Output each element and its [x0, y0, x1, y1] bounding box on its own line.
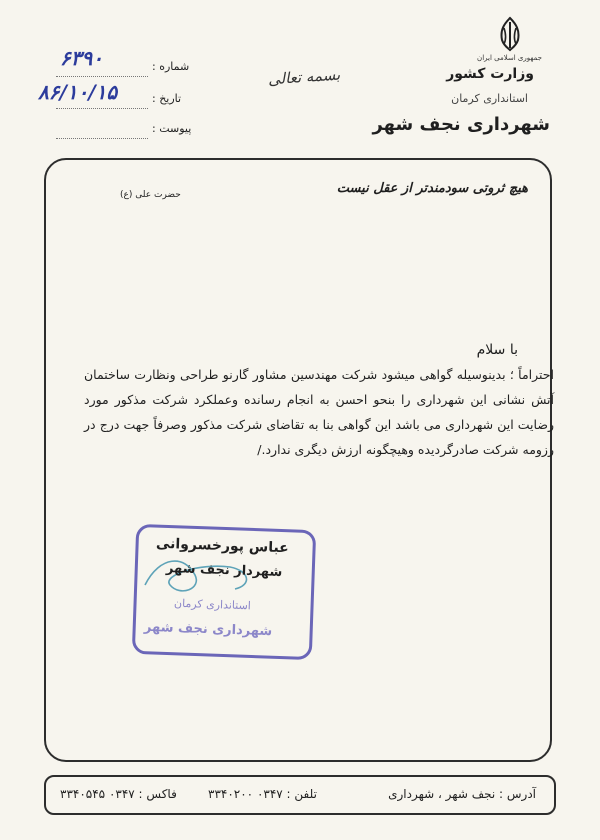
signatory-title: شهردار نجف شهر: [165, 560, 283, 581]
iran-emblem-icon: [490, 14, 530, 54]
attachment-label: : پیوست: [152, 122, 192, 135]
letter-quote: هیچ ثروتی سودمندتر از عقل نیست: [336, 181, 528, 196]
letter-number: ۶۳۹۰: [60, 46, 103, 70]
province-name: استانداری کرمان: [451, 92, 528, 105]
letter-body: احتراماً ؛ بدینوسیله گواهی میشود شرکت مهندسین مشاور گارنو طراحی ونظارت ساختمان آتش نشانی این شهرداری را بنحو احسن به انجام رسانده وعملکرد شرکت مذکور مورد رضایت این شهرداری می باشد این گواهی بنا به تقاضای شرکت مذکور وصرفاً جهت درج در رزومه شرکت صادرگردیده وهیچگونه ارزش دیگری ندارد./: [84, 367, 554, 457]
municipality-name: شهرداری نجف شهر: [372, 114, 550, 135]
letter-date: ۸۶/۱۰/۱۵: [38, 80, 118, 104]
stamp-line-2: شهرداری نجف شهر: [143, 619, 273, 640]
quote-source: حضرت علی (ع): [120, 190, 181, 200]
footer-fax: فاکس : ۰۳۴۷ ۳۳۴۰۵۴۵: [60, 787, 177, 801]
salutation: با سلام: [476, 342, 518, 358]
attachment-line: [56, 122, 148, 139]
footer-address: آدرس : نجف شهر ، شهرداری: [388, 787, 536, 801]
emblem-caption: جمهوری اسلامی ایران: [477, 54, 542, 62]
date-label: : تاریخ: [152, 92, 182, 105]
stamp-line-1: استانداری کرمان: [173, 596, 252, 613]
ministry-name: وزارت کشور: [446, 66, 534, 82]
number-label: : شماره: [152, 60, 190, 73]
signatory-name: عباس پورخسروانی: [155, 535, 290, 557]
footer-phone: تلفن : ۰۳۴۷ ۳۳۴۰۲۰۰: [208, 787, 317, 801]
basmala: بسمه تعالی: [267, 65, 341, 89]
